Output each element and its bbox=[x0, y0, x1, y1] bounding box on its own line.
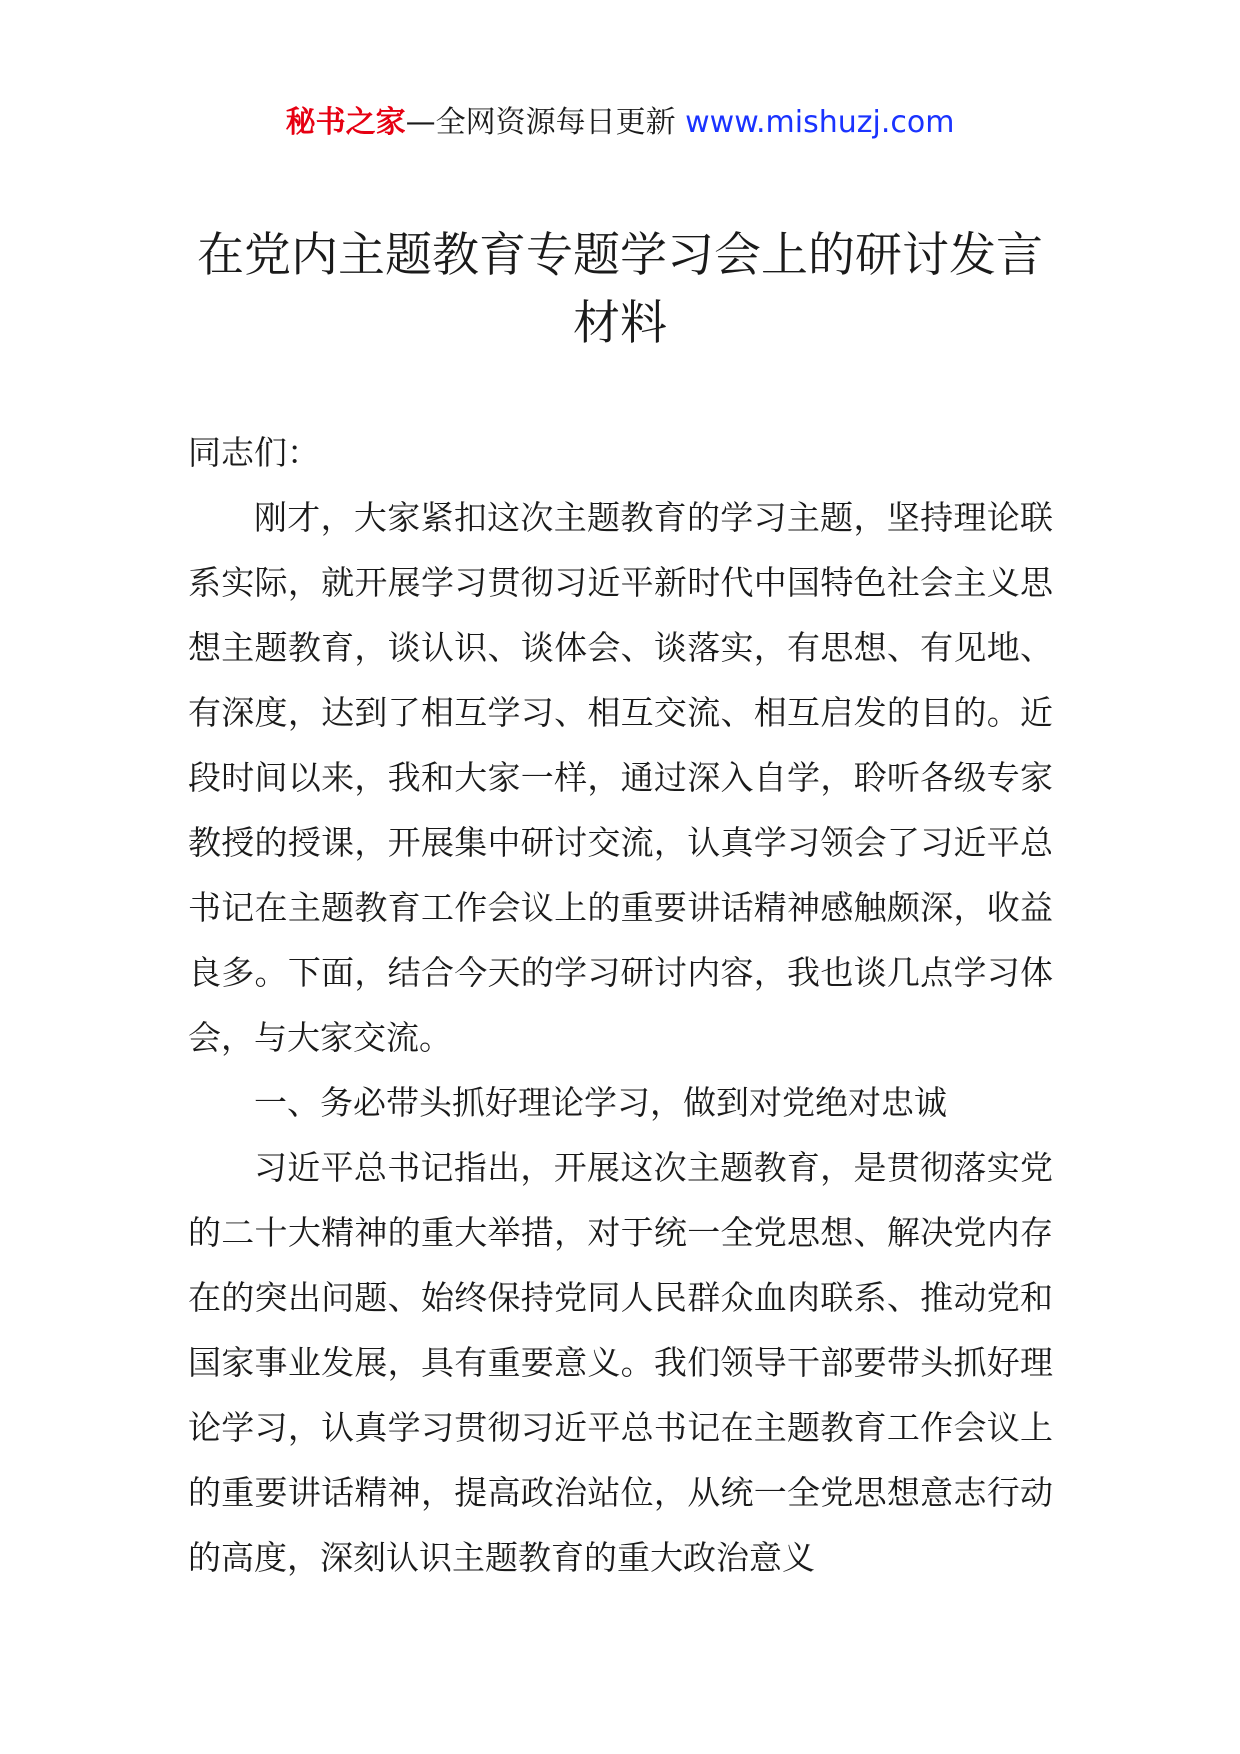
site-url[interactable]: www.mishuzj.com bbox=[685, 105, 955, 140]
site-header bbox=[0, 100, 1240, 146]
document-body bbox=[188, 420, 1053, 1590]
salutation: 同志们： bbox=[188, 433, 320, 472]
document-title: 在党内主题教育专题学习会上的研讨发言材料 bbox=[197, 228, 1043, 351]
paragraph: 刚才，大家紧扣这次主题教育的学习主题，坚持理论联系实际，就开展学习贯彻习近平新时代中国特色社会主义思想主题教育，谈认识、谈体会、谈落实，有思想、有见地、有深度，达到了相互学习、相互交流、相互启发的目的。近段时间以来，我和大家一样，通过深入自学，聆听各级专家教授的授课，开展集中研讨交流，认真学习领会了习近平总书记在主题教育工作会议上的重要讲话精神感触颇深，收益良多。下面，结合今天的学习研讨内容，我也谈几点学习体会，与大家交流。 bbox=[188, 498, 1053, 1057]
paragraph: 习近平总书记指出，开展这次主题教育，是贯彻落实党的二十大精神的重大举措，对于统一全党思想、解决党内存在的突出问题、始终保持党同人民群众血肉联系、推动党和国家事业发展，具有重要意义。我们领导干部要带头抓好理论学习，认真学习贯彻习近平总书记在主题教育工作会议上的重要讲话精神，提高政治站位，从统一全党思想意志行动的高度，深刻认识主题教育的重大政治意义 bbox=[188, 1148, 1053, 1577]
brand-name: 秘书之家 bbox=[285, 105, 406, 140]
header-slogan: —全网资源每日更新 bbox=[405, 105, 676, 140]
section-heading: 一、务必带头抓好理论学习，做到对党绝对忠诚 bbox=[254, 1083, 947, 1122]
